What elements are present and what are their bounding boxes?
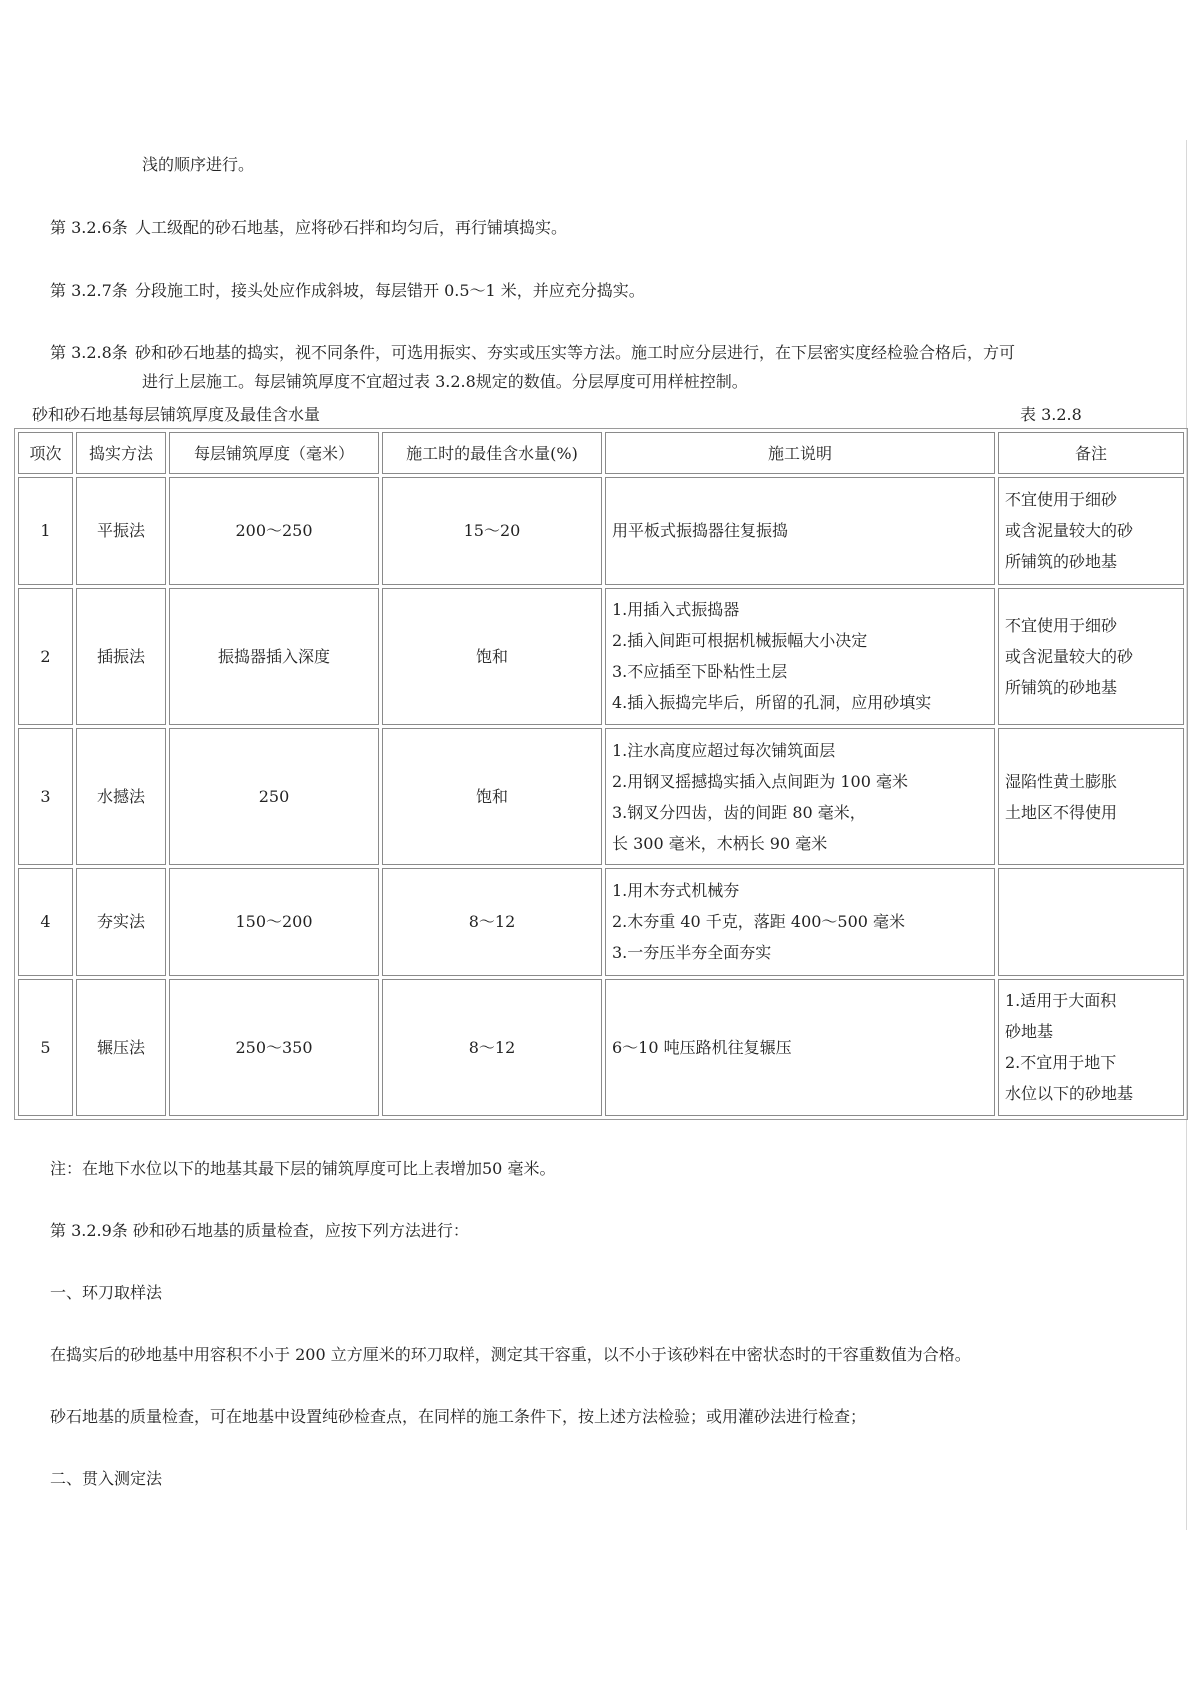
water-content-cell: 8～12	[382, 868, 602, 975]
remark-line: 2.不宜用于地下	[1005, 1053, 1117, 1073]
paragraph-continuation: 浅的顺序进行。	[142, 155, 255, 174]
note-line: 1.用插入式振捣器	[612, 600, 740, 620]
table-footnote: 注：在地下水位以下的地基其最下层的铺筑厚度可比上表增加50 毫米。	[50, 1159, 556, 1178]
remark-line: 湿陷性黄土膨胀	[1005, 771, 1118, 791]
table-row	[18, 728, 1184, 865]
row-number: 2	[18, 588, 73, 725]
note-line: 1.注水高度应超过每次铺筑面层	[612, 740, 836, 760]
note-line: 3.钢叉分四齿，齿的间距 80 毫米，	[612, 802, 866, 822]
remark-line: 或含泥量较大的砂	[1005, 521, 1134, 541]
remarks-cell	[998, 979, 1184, 1116]
remark-line: 砂地基	[1005, 1022, 1054, 1042]
remarks-cell	[998, 477, 1184, 584]
row-number: 4	[18, 868, 73, 975]
thickness-water-table	[14, 428, 1188, 1120]
note-line: 2.用钢叉摇撼捣实插入点间距为 100 毫米	[612, 771, 908, 791]
thickness-cell: 200～250	[169, 477, 379, 584]
table-number: 表 3.2.8	[1020, 405, 1082, 424]
method-cell: 夯实法	[76, 868, 166, 975]
header-cell: 项次	[18, 432, 73, 474]
clause-text: 砂和砂石地基的捣实，视不同条件，可选用振实、夯实或压实等方法。施工时应分层进行，在下层密实度经检验合格后，方可	[135, 343, 1016, 362]
header-cell: 施工时的最佳含水量(%)	[382, 432, 602, 474]
remarks-cell	[998, 868, 1184, 975]
table-row	[18, 477, 1184, 584]
note-line: 1.用木夯式机械夯	[612, 881, 740, 901]
header-cell: 施工说明	[605, 432, 995, 474]
remark-line: 不宜使用于细砂	[1005, 615, 1118, 635]
clause-3-2-8-continuation: 进行上层施工。每层铺筑厚度不宜超过表 3.2.8规定的数值。分层厚度可用样桩控制。	[142, 372, 748, 391]
note-line: 2.木夯重 40 千克，落距 400～500 毫米	[612, 912, 906, 932]
note-line: 6～10 吨压路机往复辗压	[612, 1037, 792, 1057]
method-cell: 平振法	[76, 477, 166, 584]
sand-gravel-check-paragraph: 砂石地基的质量检查，可在地基中设置纯砂检查点，在同样的施工条件下，按上述方法检验；或用灌砂法进行检查；	[50, 1407, 867, 1426]
clause-3-2-9: 第 3.2.9条 砂和砂石地基的质量检查，应按下列方法进行：	[50, 1221, 469, 1240]
remarks-cell	[998, 588, 1184, 725]
clause-text: 人工级配的砂石地基，应将砂石拌和均匀后，再行铺填捣实。	[135, 218, 568, 237]
clause-3-2-6	[50, 217, 567, 239]
remark-line: 或含泥量较大的砂	[1005, 646, 1134, 666]
water-content-cell: 饱和	[382, 588, 602, 725]
clause-label: 第 3.2.7条	[50, 281, 128, 300]
table-row	[18, 868, 1184, 975]
row-number: 1	[18, 477, 73, 584]
table-row	[18, 588, 1184, 725]
thickness-cell: 振捣器插入深度	[169, 588, 379, 725]
note-line: 用平板式振捣器往复振捣	[612, 521, 789, 541]
note-line: 2.插入间距可根据机械振幅大小决定	[612, 631, 868, 651]
construction-notes-cell	[605, 477, 995, 584]
row-number: 5	[18, 979, 73, 1116]
method-cell: 辗压法	[76, 979, 166, 1116]
section-heading-penetration: 二、贯入测定法	[50, 1469, 163, 1488]
header-cell: 备注	[998, 432, 1184, 474]
method-cell: 水撼法	[76, 728, 166, 865]
row-number: 3	[18, 728, 73, 865]
header-cell: 捣实方法	[76, 432, 166, 474]
water-content-cell: 15～20	[382, 477, 602, 584]
note-line: 3.不应插至下卧粘性土层	[612, 662, 788, 682]
clause-label: 第 3.2.6条	[50, 218, 128, 237]
clause-3-2-8	[50, 342, 1015, 364]
remark-line: 所铺筑的砂地基	[1005, 552, 1118, 572]
water-content-cell: 8～12	[382, 979, 602, 1116]
clause-3-2-7	[50, 280, 645, 302]
remark-line: 土地区不得使用	[1005, 802, 1118, 822]
water-content-cell: 饱和	[382, 728, 602, 865]
method-cell: 插振法	[76, 588, 166, 725]
header-cell: 每层铺筑厚度（毫米）	[169, 432, 379, 474]
thickness-cell: 150～200	[169, 868, 379, 975]
ring-knife-paragraph: 在捣实后的砂地基中用容积不小于 200 立方厘米的环刀取样，测定其干容重，以不小于该砂料在中密状态时的干容重数值为合格。	[50, 1345, 971, 1364]
remark-line: 1.适用于大面积	[1005, 991, 1117, 1011]
remark-line: 所铺筑的砂地基	[1005, 677, 1118, 697]
note-line: 3.一夯压半夯全面夯实	[612, 943, 772, 963]
construction-notes-cell	[605, 588, 995, 725]
section-heading-ring-knife: 一、环刀取样法	[50, 1283, 163, 1302]
construction-notes-cell	[605, 728, 995, 865]
construction-notes-cell	[605, 868, 995, 975]
thickness-cell: 250～350	[169, 979, 379, 1116]
remark-line: 水位以下的砂地基	[1005, 1084, 1134, 1104]
note-line: 长 300 毫米，木柄长 90 毫米	[612, 833, 828, 853]
table-row	[18, 979, 1184, 1116]
table-header-row	[18, 432, 1184, 474]
clause-text: 分段施工时，接头处应作成斜坡，每层错开 0.5～1 米，并应充分捣实。	[135, 281, 645, 300]
construction-notes-cell	[605, 979, 995, 1116]
thickness-cell: 250	[169, 728, 379, 865]
note-line: 4.插入振捣完毕后，所留的孔洞，应用砂填实	[612, 693, 932, 713]
table-caption: 砂和砂石地基每层铺筑厚度及最佳含水量	[32, 405, 321, 424]
clause-label: 第 3.2.8条	[50, 343, 128, 362]
remark-line: 不宜使用于细砂	[1005, 490, 1118, 510]
remarks-cell	[998, 728, 1184, 865]
